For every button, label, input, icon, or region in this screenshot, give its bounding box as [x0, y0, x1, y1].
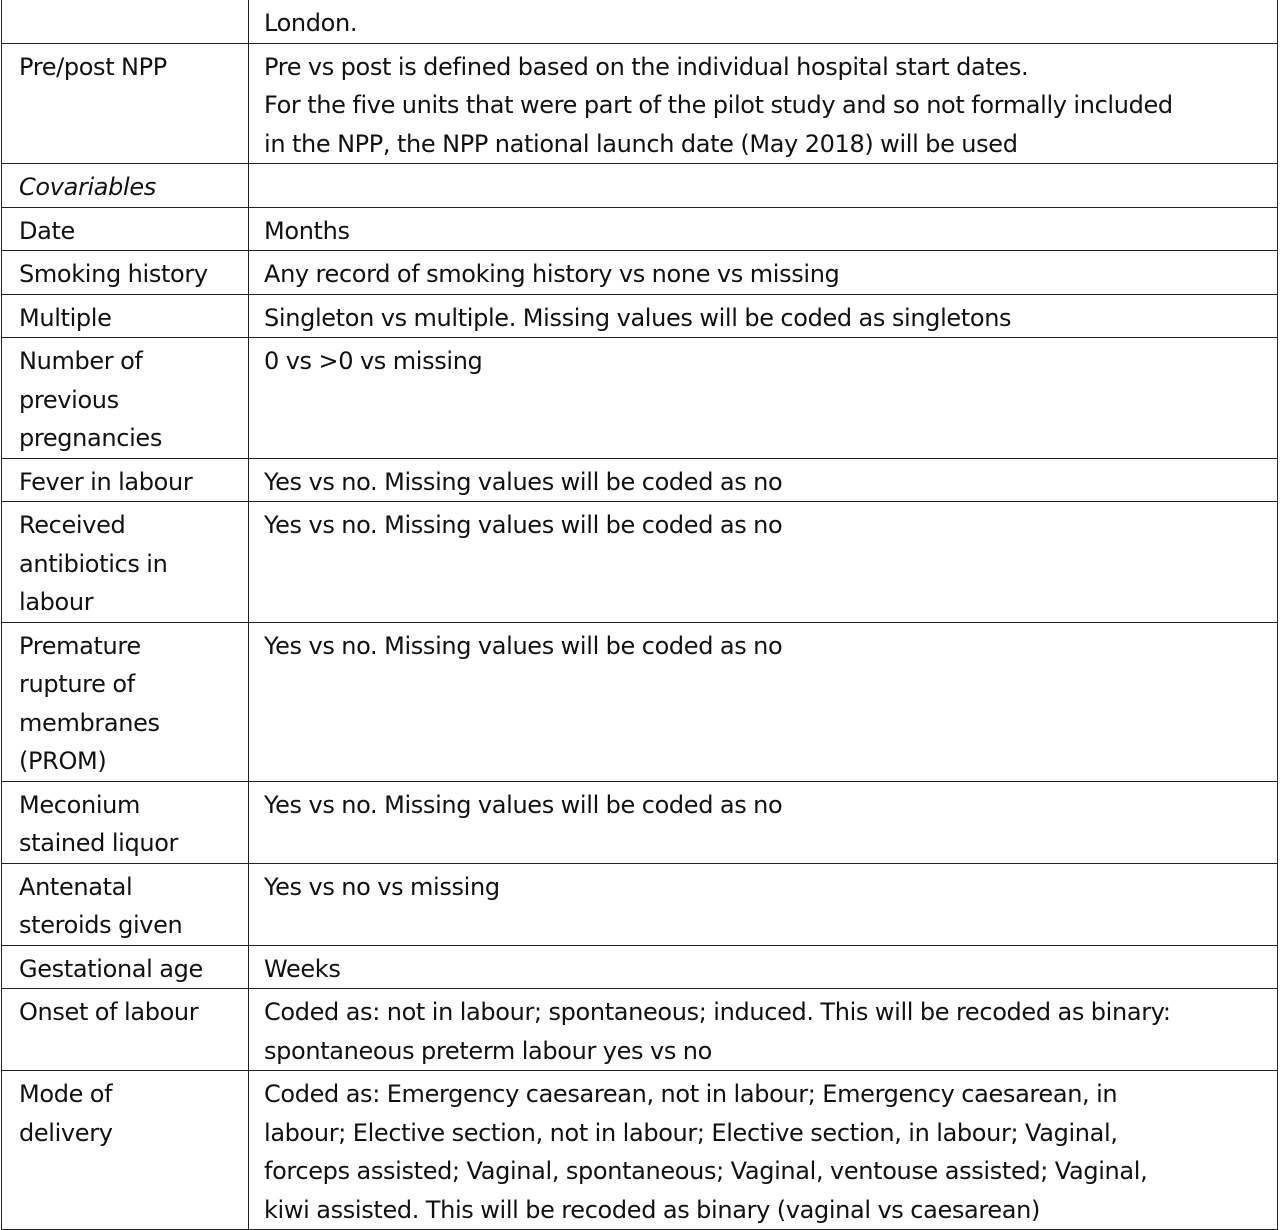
table-row: [2, 251, 1278, 295]
definition-cell: Coded as: Emergency caesarean, not in labour; Emergency caesarean, in labour; Elective section, not in labour; Elective section, in labour; Vaginal, forceps assisted; Vaginal, spontaneous; Vaginal, ventouse assisted; Vaginal, kiwi assisted. This will be recoded as binary (vaginal vs caesarean): [249, 1071, 1278, 1230]
table-row: [2, 458, 1278, 502]
definition-cell: Pre vs post is defined based on the individual hospital start dates. For the five units that were part of the pilot study and so not formally included in the NPP, the NPP national launch date (May 2018) will be used: [249, 43, 1278, 164]
table-row: [2, 207, 1278, 251]
table-row: [2, 945, 1278, 989]
variable-cell: Fever in labour: [2, 458, 249, 502]
table-row: [2, 338, 1278, 459]
variable-cell: Premature rupture of membranes (PROM): [2, 622, 249, 781]
variable-cell: Pre/post NPP: [2, 43, 249, 164]
definition-cell: Months: [249, 207, 1278, 251]
variables-table: [1, 0, 1278, 1230]
table-row: [2, 43, 1278, 164]
table-row: [2, 502, 1278, 623]
definition-cell: London.: [249, 0, 1278, 43]
definition-cell: Yes vs no. Missing values will be coded as no: [249, 781, 1278, 863]
definition-cell: 0 vs >0 vs missing: [249, 338, 1278, 459]
variable-cell: [2, 0, 249, 43]
variable-cell: Mode of delivery: [2, 1071, 249, 1230]
table-row: [2, 164, 1278, 208]
variable-cell: Onset of labour: [2, 989, 249, 1071]
definition-cell: Yes vs no vs missing: [249, 863, 1278, 945]
definition-cell: Coded as: not in labour; spontaneous; induced. This will be recoded as binary: spontaneous preterm labour yes vs no: [249, 989, 1278, 1071]
variable-cell: Multiple: [2, 294, 249, 338]
definition-cell: Yes vs no. Missing values will be coded as no: [249, 458, 1278, 502]
table-row: [2, 294, 1278, 338]
definition-cell: Weeks: [249, 945, 1278, 989]
variable-cell: Date: [2, 207, 249, 251]
definition-cell: Any record of smoking history vs none vs missing: [249, 251, 1278, 295]
definition-cell: Yes vs no. Missing values will be coded as no: [249, 502, 1278, 623]
definition-cell: Singleton vs multiple. Missing values will be coded as singletons: [249, 294, 1278, 338]
variable-cell: Meconium stained liquor: [2, 781, 249, 863]
variable-cell: Gestational age: [2, 945, 249, 989]
definition-cell: [249, 164, 1278, 208]
variable-cell: Number of previous pregnancies: [2, 338, 249, 459]
table-row: [2, 863, 1278, 945]
variable-cell: [2, 164, 249, 208]
table-row: [2, 622, 1278, 781]
variable-cell: Received antibiotics in labour: [2, 502, 249, 623]
section-heading: Covariables: [19, 173, 156, 201]
variable-cell: Antenatal steroids given: [2, 863, 249, 945]
table-row: [2, 989, 1278, 1071]
variable-cell: Smoking history: [2, 251, 249, 295]
table-row: [2, 781, 1278, 863]
definition-cell: Yes vs no. Missing values will be coded as no: [249, 622, 1278, 781]
table-row: [2, 1071, 1278, 1230]
table-row: [2, 0, 1278, 43]
